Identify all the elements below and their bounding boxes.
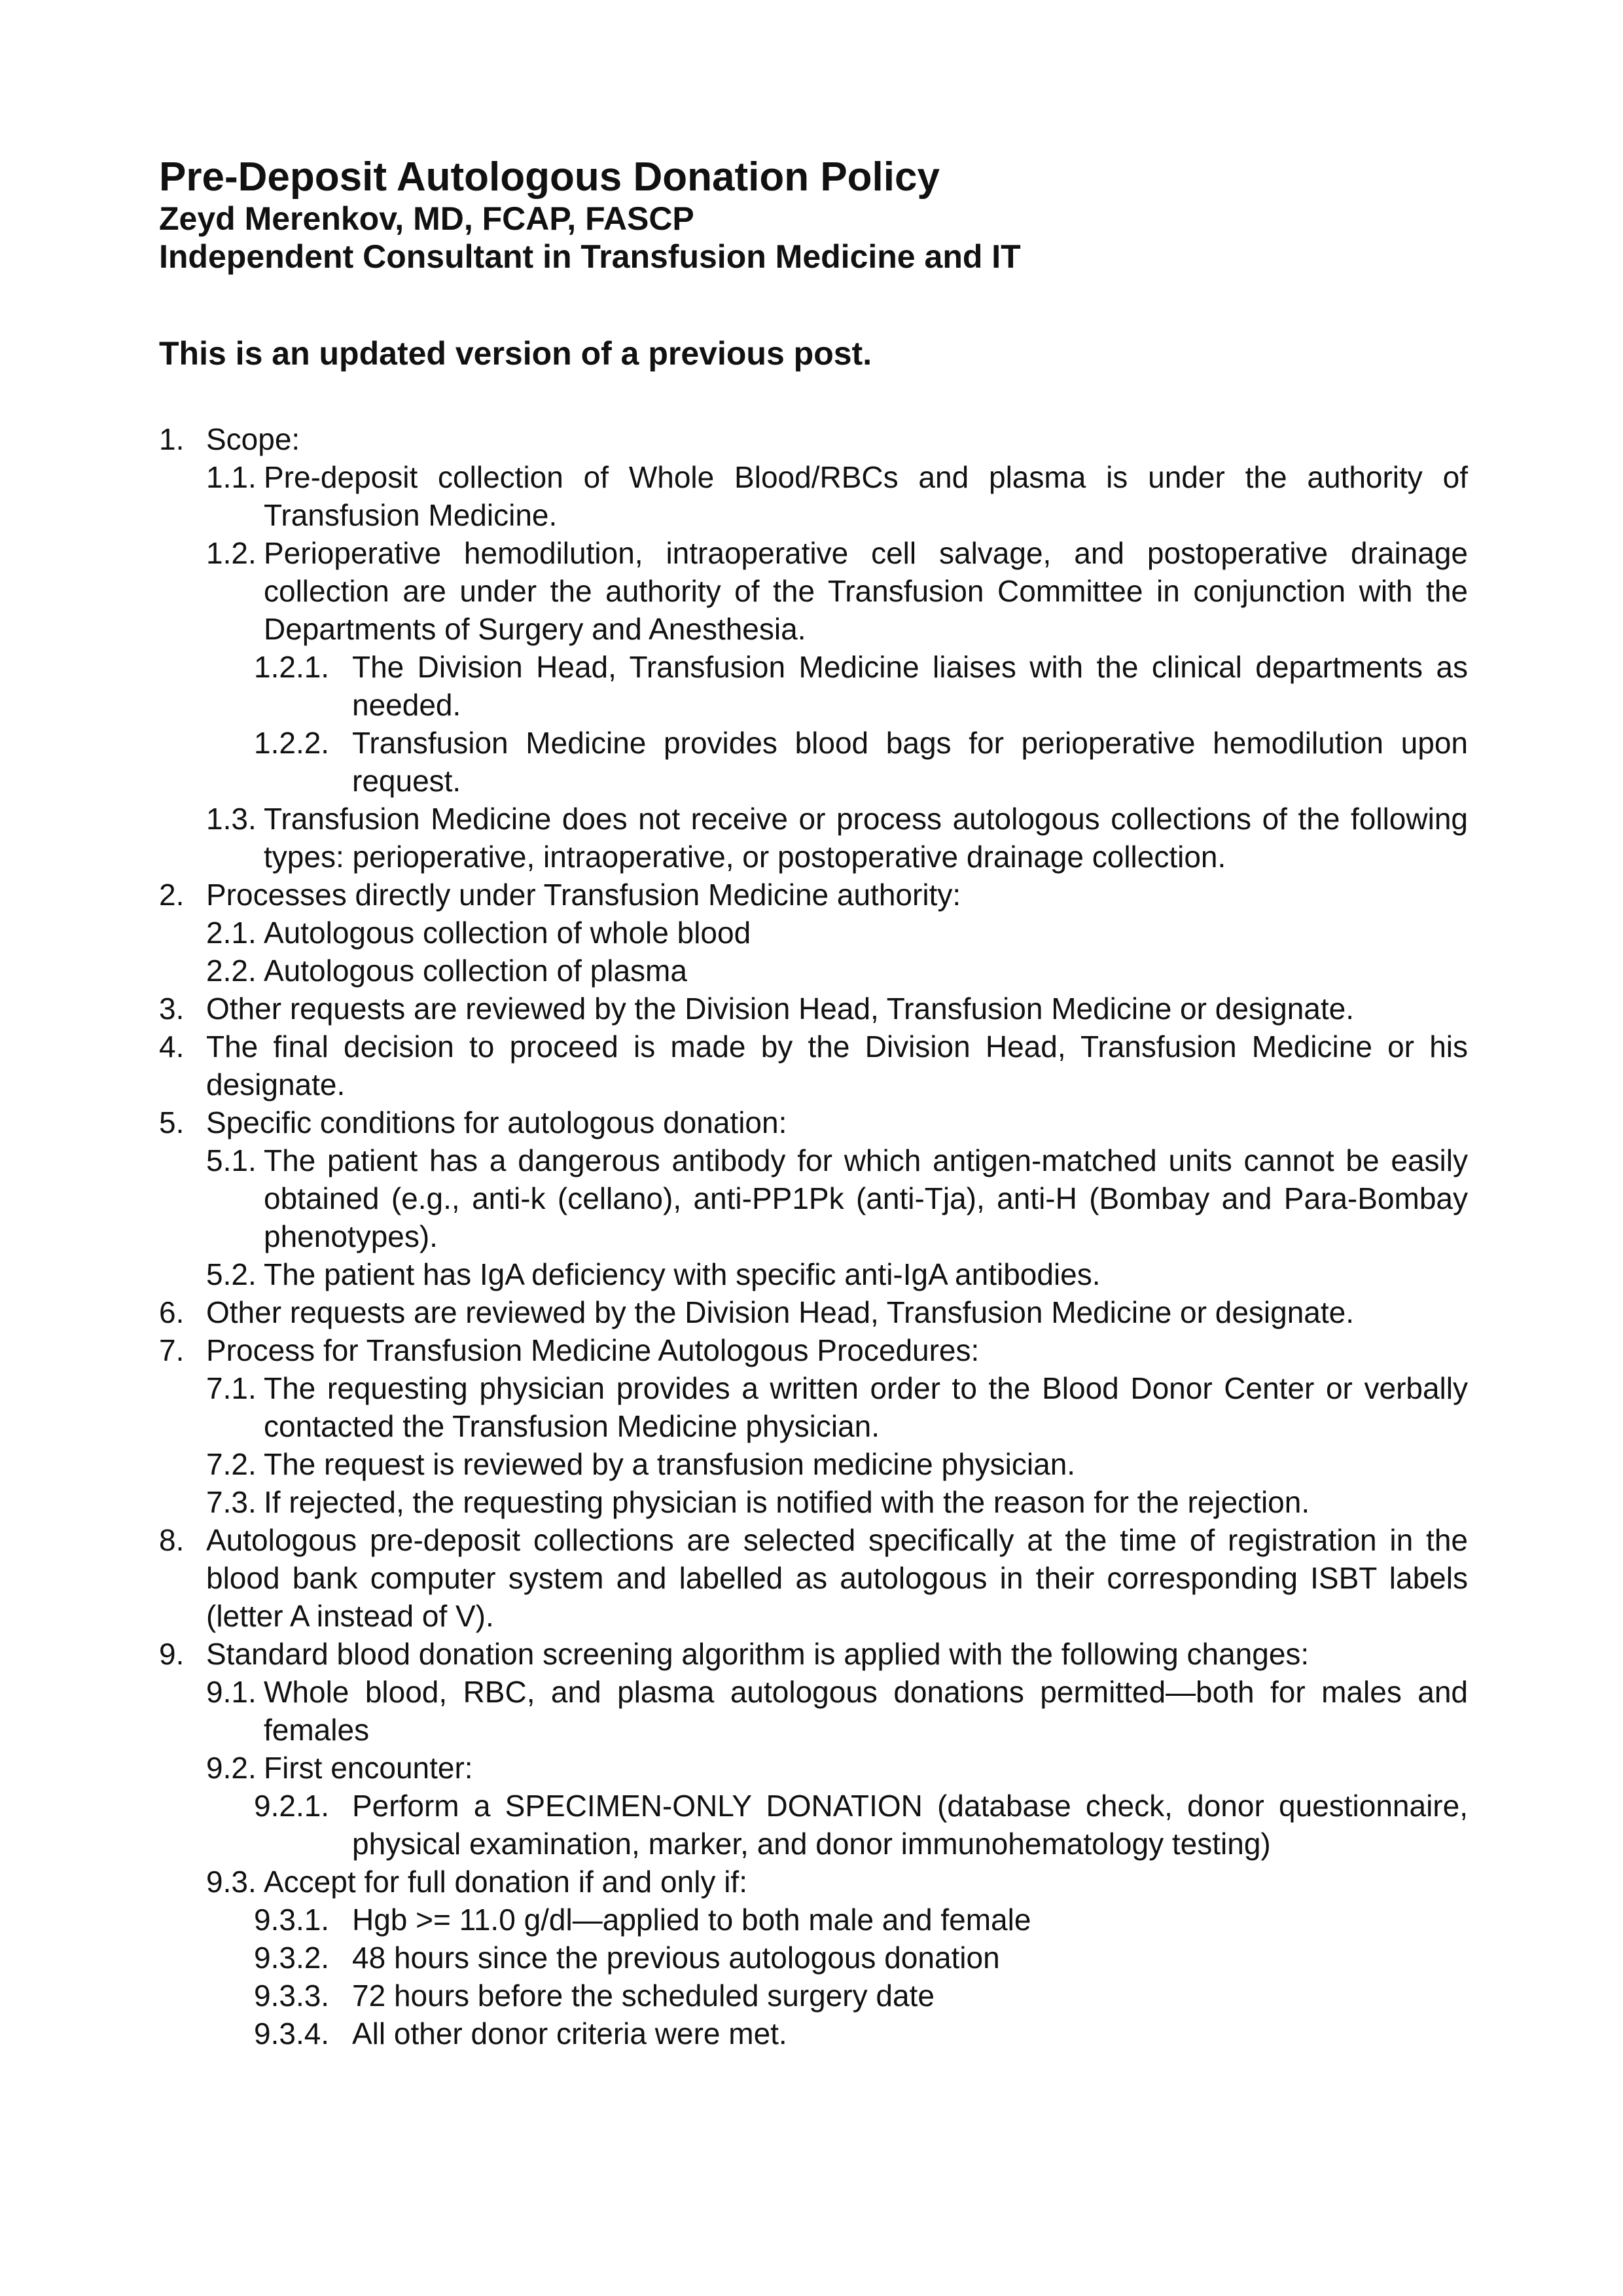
list-item — [159, 1028, 1468, 1103]
policy-list — [159, 420, 1468, 2053]
list-item — [159, 724, 1468, 800]
list-item-text: All other donor criteria were met. — [352, 2017, 787, 2051]
list-item-number: 5. — [159, 1105, 185, 1139]
list-item — [159, 1977, 1468, 2015]
list-item-text: Standard blood donation screening algorithm is applied with the following changes: — [206, 1637, 1310, 1671]
list-item — [159, 2015, 1468, 2053]
list-item-text: Specific conditions for autologous donation: — [206, 1105, 787, 1139]
list-item — [159, 1331, 1468, 1369]
list-item-number: 9.2. — [206, 1751, 257, 1785]
list-item-text: 48 hours since the previous autologous donation — [352, 1941, 1000, 1975]
list-item-number: 7.3. — [206, 1485, 257, 1519]
list-item-number: 1.2.2. — [254, 726, 330, 760]
list-item-text: Hgb >= 11.0 g/dl—applied to both male and female — [352, 1903, 1031, 1937]
list-item-number: 1.2. — [206, 536, 257, 570]
list-item-text: Autologous pre-deposit collections are selected specifically at the time of registration in the blood bank computer system and labelled as autologous in their corresponding ISBT labels (letter A instead of V). — [206, 1523, 1468, 1633]
list-item-text: Perform a SPECIMEN-ONLY DONATION (database check, donor questionnaire, physical examination, marker, and donor immunohematology testing) — [352, 1789, 1468, 1861]
list-item-number: 2. — [159, 878, 185, 912]
document-title: Pre-Deposit Autologous Donation Policy — [159, 154, 940, 200]
list-item-text: Other requests are reviewed by the Division Head, Transfusion Medicine or designate. — [206, 992, 1355, 1026]
list-item — [159, 1635, 1468, 1673]
author-line: Zeyd Merenkov, MD, FCAP, FASCP — [159, 200, 694, 237]
list-item-number: 3. — [159, 992, 185, 1026]
list-item-number: 1.1. — [206, 460, 257, 494]
list-item — [159, 534, 1468, 648]
list-item-number: 8. — [159, 1523, 185, 1557]
list-item-text: Transfusion Medicine provides blood bags for perioperative hemodilution upon request. — [352, 726, 1468, 798]
list-item — [159, 648, 1468, 724]
list-item-text: Autologous collection of plasma — [264, 954, 687, 988]
list-item — [159, 1787, 1468, 1863]
list-item — [159, 914, 1468, 952]
list-item — [159, 952, 1468, 990]
list-item-number: 7.1. — [206, 1371, 257, 1405]
list-item — [159, 800, 1468, 876]
list-item-text: The Division Head, Transfusion Medicine liaises with the clinical departments as needed. — [352, 650, 1468, 722]
list-item-number: 9. — [159, 1637, 185, 1671]
list-item — [159, 1255, 1468, 1293]
list-item-number: 1.3. — [206, 802, 257, 836]
list-item-text: Process for Transfusion Medicine Autologous Procedures: — [206, 1333, 980, 1367]
list-item-number: 7. — [159, 1333, 185, 1367]
affiliation-line: Independent Consultant in Transfusion Medicine and IT — [159, 238, 1021, 275]
list-item — [159, 420, 1468, 458]
list-item-text: Transfusion Medicine does not receive or process autologous collections of the following types: perioperative, intraoperative, or postoperative drainage collection. — [264, 802, 1468, 874]
list-item-text: The patient has a dangerous antibody for which antigen-matched units cannot be easily obtained (e.g., anti-k (cellano), anti-PP1Pk (anti-Tja), anti-H (Bombay and Para-Bombay phenotypes). — [264, 1143, 1468, 1253]
list-item-text: Perioperative hemodilution, intraoperative cell salvage, and postoperative drainage collection are under the authority of the Transfusion Committee in conjunction with the Departments of Surgery and Anesthesia. — [264, 536, 1468, 646]
list-item-number: 9.1. — [206, 1675, 257, 1709]
list-item-text: The final decision to proceed is made by the Division Head, Transfusion Medicine or his designate. — [206, 1030, 1468, 1102]
list-item-text: First encounter: — [264, 1751, 473, 1785]
list-item-number: 9.3.2. — [254, 1941, 330, 1975]
list-item-text: Other requests are reviewed by the Division Head, Transfusion Medicine or designate. — [206, 1295, 1355, 1329]
list-item-text: The requesting physician provides a written order to the Blood Donor Center or verbally contacted the Transfusion Medicine physician. — [264, 1371, 1468, 1443]
list-item — [159, 1749, 1468, 1787]
list-item — [159, 1521, 1468, 1635]
list-item-text: Whole blood, RBC, and plasma autologous donations permitted—both for males and females — [264, 1675, 1468, 1747]
list-item-number: 1.2.1. — [254, 650, 330, 684]
list-item — [159, 1939, 1468, 1977]
list-item-text: Pre-deposit collection of Whole Blood/RBCs and plasma is under the authority of Transfusion Medicine. — [264, 460, 1468, 532]
list-item-text: If rejected, the requesting physician is notified with the reason for the rejection. — [264, 1485, 1310, 1519]
list-item-number: 5.2. — [206, 1257, 257, 1291]
document-page — [159, 156, 1468, 2053]
list-item-number: 9.2.1. — [254, 1789, 330, 1823]
list-item-number: 6. — [159, 1295, 185, 1329]
list-item-number: 9.3.3. — [254, 1979, 330, 2013]
list-item-number: 9.3.4. — [254, 2017, 330, 2051]
list-item — [159, 1863, 1468, 1901]
list-item-text: The patient has IgA deficiency with specific anti-IgA antibodies. — [264, 1257, 1101, 1291]
list-item-number: 2.1. — [206, 916, 257, 950]
list-item-number: 9.3.1. — [254, 1903, 330, 1937]
list-item — [159, 1369, 1468, 1445]
list-item-number: 7.2. — [206, 1447, 257, 1481]
list-item-number: 5.1. — [206, 1143, 257, 1177]
list-item — [159, 1483, 1468, 1521]
update-note: This is an updated version of a previous post. — [159, 335, 872, 372]
list-item-number: 1. — [159, 422, 185, 456]
list-item — [159, 1673, 1468, 1749]
list-item — [159, 1901, 1468, 1939]
list-item-text: Accept for full donation if and only if: — [264, 1865, 747, 1899]
list-item — [159, 1293, 1468, 1331]
list-item-text: Scope: — [206, 422, 300, 456]
list-item — [159, 458, 1468, 534]
list-item-text: Autologous collection of whole blood — [264, 916, 751, 950]
list-item — [159, 1445, 1468, 1483]
list-item-text: 72 hours before the scheduled surgery date — [352, 1979, 935, 2013]
list-item-text: The request is reviewed by a transfusion medicine physician. — [264, 1447, 1076, 1481]
list-item — [159, 876, 1468, 914]
list-item-number: 2.2. — [206, 954, 257, 988]
list-item — [159, 990, 1468, 1028]
list-item — [159, 1141, 1468, 1255]
list-item-number: 9.3. — [206, 1865, 257, 1899]
list-item-number: 4. — [159, 1030, 185, 1064]
list-item — [159, 1103, 1468, 1141]
list-item-text: Processes directly under Transfusion Medicine authority: — [206, 878, 961, 912]
